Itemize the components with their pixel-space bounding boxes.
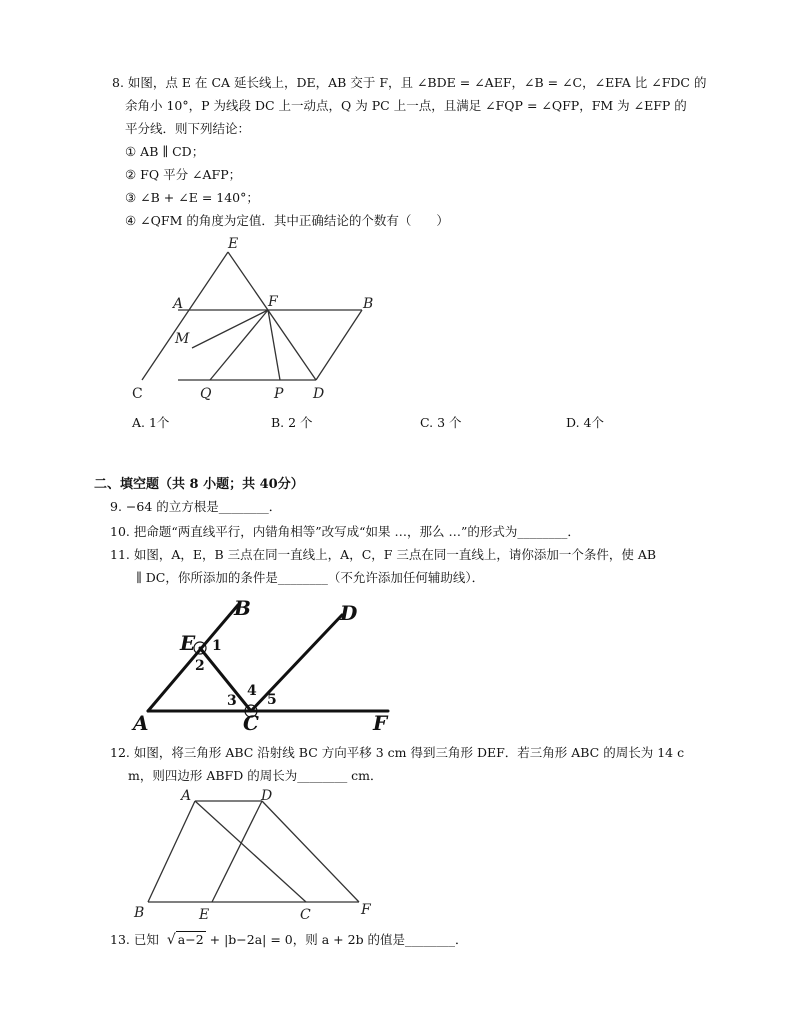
q8-option-c: C. 3 个 [420, 415, 462, 430]
q13-text [110, 931, 468, 949]
q13-prefix: 13. 已知 [110, 932, 159, 947]
q12-line-ab [148, 801, 195, 902]
q8-label-f: F [268, 294, 278, 310]
q11-line-1: 11. 如图，A，E，B 三点在同一直线上，A，C，F 三点在同一直线上，请你添加一个条件，使 AB [110, 547, 657, 562]
q11-label-f: F [373, 711, 388, 735]
q12-line-df [262, 801, 359, 902]
q12-label-a: A [181, 788, 192, 804]
q11-figure [130, 593, 400, 738]
q8-option-d: D. 4个 [566, 415, 604, 430]
q11-label-b: B [234, 596, 251, 620]
q8-statement-3: ③ ∠B + ∠E = 140°； [125, 190, 259, 205]
q8-label-c: C [132, 386, 143, 402]
q11-line-cd [251, 615, 342, 711]
q8-label-d: D [313, 386, 325, 402]
q8-line-fm [192, 310, 268, 348]
q10-text: 10. 把命题“两直线平行，内错角相等”改写成“如果 …，那么 …”的形式为________． [110, 524, 580, 539]
q11-label-e: E [180, 631, 196, 655]
q12-line-de [212, 801, 262, 902]
q8-statement-4: ④ ∠QFM 的角度为定值．其中正确结论的个数有（ ） [125, 213, 449, 228]
q12-line-1: 12. 如图，将三角形 ABC 沿射线 BC 方向平移 3 cm 得到三角形 DEF．若三角形 ABC 的周长为 14 c [110, 745, 685, 760]
q11-label-angle-5: 5 [267, 692, 277, 708]
q8-line-3: 平分线．则下列结论： [125, 121, 251, 136]
q12-line-ac [195, 801, 306, 902]
q12-figure [125, 785, 385, 925]
q13-radicand: a−2 [177, 932, 204, 947]
q13-sqrt: √ a−2 [166, 932, 204, 948]
q12-line-2: m，则四边形 ABFD 的周长为________ cm． [128, 768, 383, 783]
q8-label-p: P [274, 386, 284, 402]
q12-label-f: F [361, 902, 371, 918]
q8-statement-2: ② FQ 平分 ∠AFP； [125, 167, 242, 182]
q8-line-1: 8. 如图，点 E 在 CA 延长线上，DE，AB 交于 F，且 ∠BDE = ∠AEF，∠B = ∠C，∠EFA 比 ∠FDC 的 [112, 75, 707, 90]
q9-text: 9. −64 的立方根是________． [110, 499, 282, 514]
q12-label-e: E [199, 907, 210, 923]
q12-label-b: B [134, 905, 145, 921]
q13-suffix: + |b−2a| = 0，则 a + 2b 的值是________． [209, 932, 468, 947]
q11-label-angle-1: 1 [212, 638, 222, 654]
q8-option-a: A. 1个 [132, 415, 170, 430]
q8-label-m: M [175, 331, 190, 347]
q8-label-a: A [173, 296, 184, 312]
q8-statement-1: ① AB ∥ CD； [125, 144, 205, 159]
q8-line-ed [228, 252, 316, 380]
q11-label-angle-4: 4 [247, 683, 257, 699]
q8-line-fq [210, 310, 268, 380]
q12-label-d: D [261, 788, 273, 804]
q11-line-ab [148, 605, 238, 711]
q8-line-fp [268, 310, 280, 380]
q8-label-q: Q [200, 386, 212, 402]
q8-line-2: 余角小 10°，P 为线段 DC 上一动点，Q 为 PC 上一点，且满足 ∠FQP = ∠QFP，FM 为 ∠EFP 的 [125, 98, 687, 113]
section-title-fill-in: 二、填空题（共 8 小题；共 40分） [94, 477, 304, 492]
q11-label-c: C [243, 711, 259, 735]
q11-line-2: ∥ DC，你所添加的条件是________（不允许添加任何辅助线）． [136, 570, 485, 585]
q12-label-c: C [300, 907, 311, 923]
q11-label-d: D [340, 601, 358, 625]
q11-label-a: A [133, 711, 149, 735]
q11-label-angle-3: 3 [227, 693, 237, 709]
q11-line-ec [200, 648, 251, 711]
q8-option-b: B. 2 个 [271, 415, 313, 430]
q8-line-bd [316, 310, 362, 380]
q8-line-ce [142, 252, 228, 380]
q11-label-angle-2: 2 [195, 658, 205, 674]
q8-figure [120, 232, 390, 407]
q8-label-b: B [363, 296, 374, 312]
q8-label-e: E [228, 236, 239, 252]
